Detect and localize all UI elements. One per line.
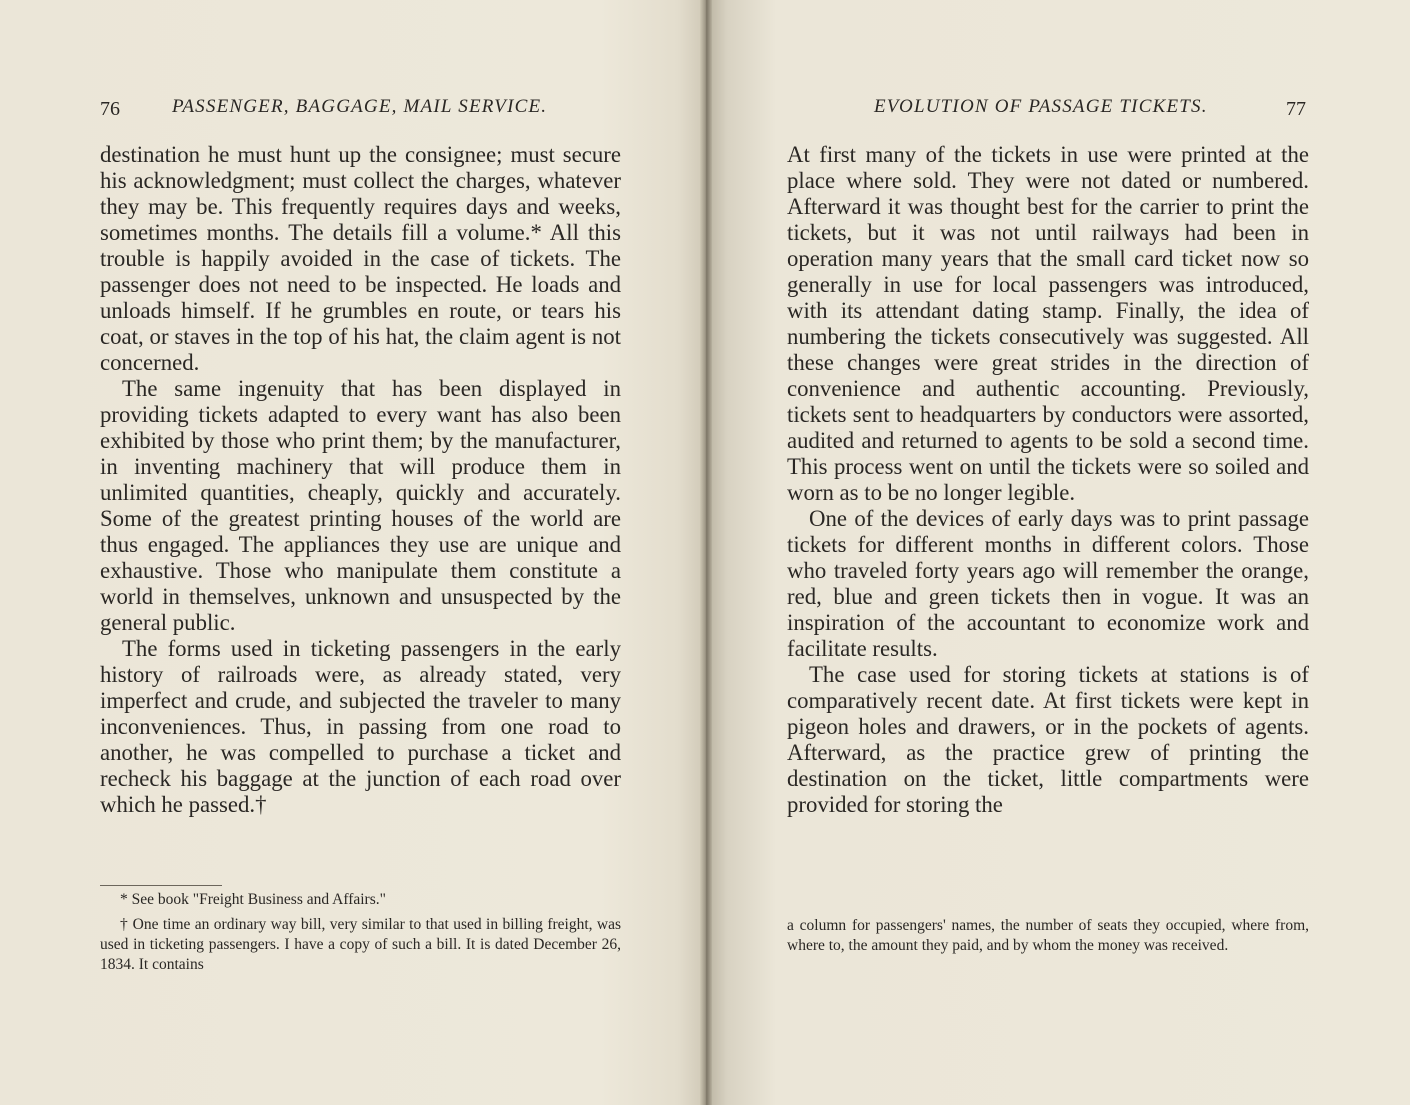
left-running-head: PASSENGER, BAGGAGE, MAIL SERVICE. (172, 96, 548, 117)
right-page-number: 77 (1286, 98, 1306, 120)
left-footnote-2: † One time an ordinary way bill, very similar to that used in billing freight, was used in ticketing passengers. I have a copy of such a bill. It is dated December 26, 1834. It contains (100, 916, 621, 973)
left-body-text (100, 142, 621, 818)
right-page (706, 0, 1410, 1105)
right-body-text (787, 142, 1309, 818)
left-paragraph-3: The forms used in ticketing passengers in the early history of railroads were, as already stated, very imperfect and crude, and subjected the traveler to many inconveniences. Thus, in passing from one road to another, he was compelled to purchase a ticket and recheck his baggage at the junction of each road over which he passed.† (100, 636, 621, 817)
right-paragraph-3: The case used for storing tickets at stations is of comparatively recent date. At first tickets were kept in pigeon holes and drawers, or in the pockets of agents. Afterward, as the practice grew of printing the destination on the ticket, little compartments were provided for storing the (787, 662, 1309, 817)
right-running-head: EVOLUTION OF PASSAGE TICKETS. (874, 96, 1208, 117)
right-paragraph-1: At first many of the tickets in use were printed at the place where sold. They were not dated or numbered. Afterward it was thought best for the carrier to print the tickets, but it was not until railways had been in operation many years that the small card ticket now so generally in use for local passengers was introduced, with its attendant dating stamp. Finally, the idea of numbering the tickets consecutively was suggested. All these changes were great strides in the direction of convenience and authentic accounting. Previously, tickets sent to headquarters by conductors were assorted, audited and returned to agents to be sold a second time. This process went on until the tickets were so soiled and worn as to be no longer legible. (787, 142, 1309, 505)
left-footnote-rule (100, 885, 222, 886)
left-paragraph-1: destination he must hunt up the consignee; must secure his acknowledgment; must collect the charges, whatever they may be. This frequently requires days and weeks, sometimes months. The details fill a volume.* All this trouble is happily avoided in the case of tickets. The passenger does not need to be inspected. He loads and unloads himself. If he grumbles en route, or tears his coat, or staves in the top of his hat, the claim agent is not concerned. (100, 142, 621, 375)
left-page-number: 76 (100, 98, 120, 120)
right-footnotes (787, 916, 1309, 956)
right-paragraph-2: One of the devices of early days was to print passage tickets for different months in different colors. Those who traveled forty years ago will remember the orange, red, blue and green tickets then in vogue. It was an inspiration of the accountant to economize work and facilitate results. (787, 506, 1309, 661)
right-footnote-1: a column for passengers' names, the number of seats they occupied, where from, where to, the amount they paid, and by whom the money was received. (787, 917, 1309, 954)
book-gutter (700, 0, 712, 1105)
left-footnote-1: * See book "Freight Business and Affairs." (120, 891, 386, 908)
left-paragraph-2: The same ingenuity that has been displayed in providing tickets adapted to every want has also been exhibited by those who print them; by the manufacturer, in inventing machinery that will produce them in unlimited quantities, cheaply, quickly and accurately. Some of the greatest printing houses of the world are thus engaged. The appliances they use are unique and exhaustive. Those who manipulate them constitute a world in themselves, unknown and unsuspected by the general public. (100, 376, 621, 635)
left-footnotes (100, 890, 621, 975)
